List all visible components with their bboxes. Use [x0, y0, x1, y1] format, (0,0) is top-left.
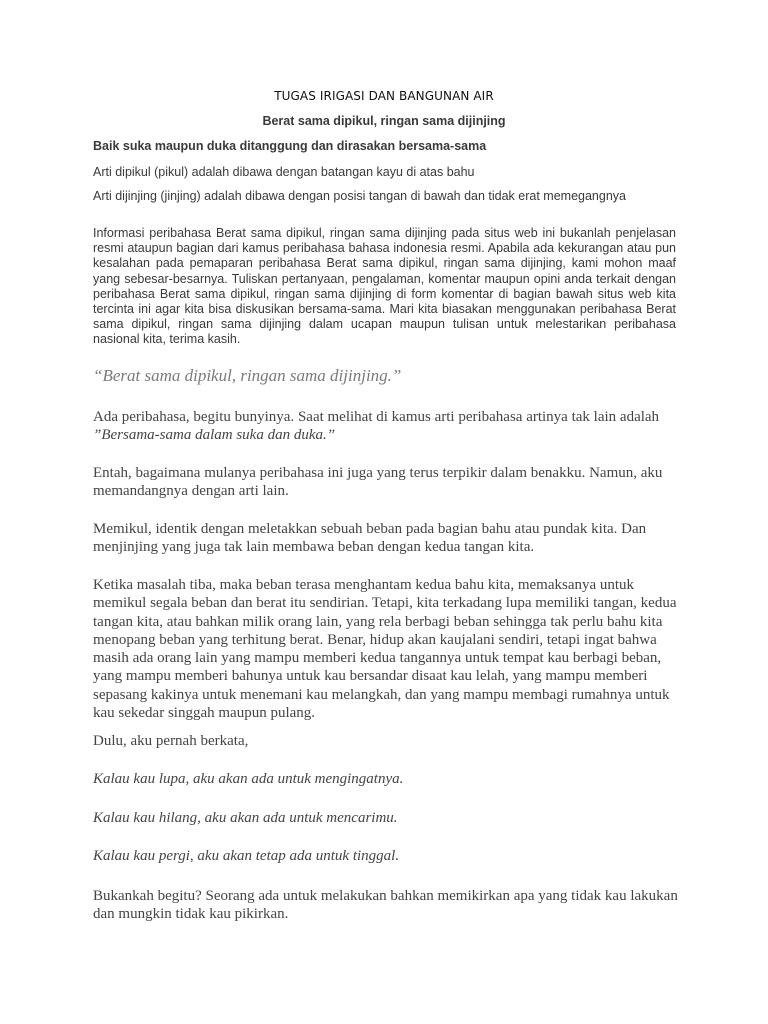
paragraph-intro [93, 408, 683, 445]
paragraph-dulu: Dulu, aku pernah berkata, [93, 733, 249, 749]
meaning-line: Baik suka maupun duka ditanggung dan dirasakan bersama-sama [93, 139, 487, 153]
paragraph-intro-italic: ”Bersama-sama dalam suka dan duka.” [93, 427, 336, 444]
quote-heading: “Berat sama dipikul, ringan sama dijinjing.” [93, 366, 402, 385]
document-title: TUGAS IRIGASI DAN BANGUNAN AIR [274, 89, 494, 103]
paragraph-entah: Entah, bagaimana mulanya peribahasa ini juga yang terus terpikir dalam benakku. Namun, aku memandangnya dengan arti lain. [93, 465, 663, 500]
definition-jinjing: Arti dijinjing (jinjing) adalah dibawa dengan posisi tangan di bawah dan tidak erat memegangnya [93, 189, 626, 203]
document-subtitle: Berat sama dipikul, ringan sama dijinjing [262, 114, 506, 128]
definition-pikul: Arti dipikul (pikul) adalah dibawa dengan batangan kayu di atas bahu [93, 165, 475, 179]
line-hilang: Kalau kau hilang, aku akan ada untuk mencarimu. [93, 810, 398, 826]
paragraph-closing: Bukankah begitu? Seorang ada untuk melakukan bahkan memikirkan apa yang tidak kau lakukan dan mungkin tidak kau pikirkan. [93, 888, 678, 923]
line-lupa: Kalau kau lupa, aku akan ada untuk mengingatnya. [93, 771, 404, 787]
info-paragraph: Informasi peribahasa Berat sama dipikul, ringan sama dijinjing pada situs web ini bukanlah penjelasan resmi ataupun bagian dari kamus peribahasa bahasa indonesia resmi. Apabila ada kekurangan atau pun kesalahan pada pemaparan peribahasa Berat sama dipikul, ringan sama dijinjing, kami mohon maaf yang sebesar-besarnya. Tuliskan pertanyaan, pengalaman, komentar maupun opini anda terkait dengan peribahasa Berat sama dipikul, ringan sama dijinjing di form komentar di bagian bawah situs web kita tercinta ini agar kita bisa diskusikan bersama-sama. Mari kita biasakan menggunakan peribahasa Berat sama dipikul, ringan sama dijinjing dalam ucapan maupun tulisan untuk melestarikan peribahasa nasional kita, terima kasih. [93, 226, 676, 347]
paragraph-memikul: Memikul, identik dengan meletakkan sebuah beban pada bagian bahu atau pundak kita. Dan menjinjing yang juga tak lain membawa beban dengan kedua tangan kita. [93, 521, 647, 556]
paragraph-ketika: Ketika masalah tiba, maka beban terasa menghantam kedua bahu kita, memaksanya untuk memikul segala beban dan berat itu sendirian. Tetapi, kita terkadang lupa memiliki tangan, kedua tangan kita, atau bahkan milik orang lain, yang rela berbagi beban sehingga tak perlu bahu kita menopang beban yang terhitung berat. Benar, hidup akan kaujalani sendiri, tetapi ingat bahwa masih ada orang lain yang mampu memberi kedua tangannya untuk tempat kau berbagi beban, yang mampu memberi bahunya untuk kau bersandar disaat kau lelah, yang mampu memberi sepasang kakinya untuk menemani kau melangkah, dan yang mampu membagi rumahnya untuk kau sekedar singgah maupun pulang. [93, 577, 677, 722]
paragraph-intro-text: Ada peribahasa, begitu bunyinya. Saat melihat di kamus arti peribahasa artinya tak lain adalah [93, 409, 660, 425]
line-pergi: Kalau kau pergi, aku akan tetap ada untuk tinggal. [93, 848, 400, 864]
